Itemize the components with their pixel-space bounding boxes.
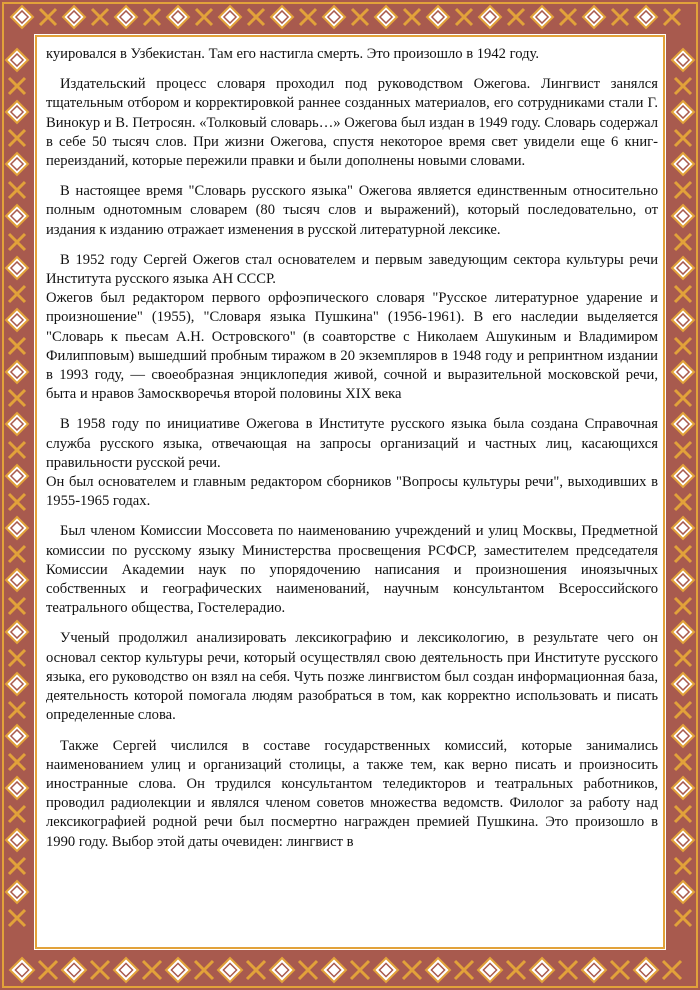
paragraph-lexicography: Ученый продолжил анализировать лексикографию и лексикологию, в результате чего он основал сектор культуры речи, который осуществлял свою деятельность при Институте русского языка, его руководство он взял на себя. Чуть позже лингвистом был создан информационная база, деятельность которой помогала людям разобраться в том, как корректно использовать и писать определенные слова. bbox=[46, 630, 658, 724]
document-text bbox=[46, 45, 658, 945]
paragraph-orthoepic-dictionary: Ожегов был редактором первого орфоэпического словаря "Русское литературное ударение и произношение" (1955), "Словаря языка Пушкина" (1956-1961). В его наследии выделяется "Словарь к пьесам А.Н. Островского" (в соавторстве с Николаем Ашукиным и Владимиром Филипповым) вышедший пробным тиражом в 20 экземпляров в 1948 году и репринтном издании в 1993 году, — своеобразная энциклопедия живой, сочной и выразительной московской речи, быта и нравов Замоскворечья второй половины XIX века bbox=[46, 290, 658, 403]
paragraph-commissions: Был членом Комиссии Моссовета по наименованию учреждений и улиц Москвы, Предметной комиссии по русскому языку Министерства просвещения РСФСР, заместителем председателя Комиссии Академии наук по упорядочению написания и произношения иноязычных собственных и географических наименований, научным консультантом Всероссийского театрального общества, Гостелерадио. bbox=[46, 523, 658, 617]
paragraph-speech-culture: Он был основателем и главным редактором сборников "Вопросы культуры речи", выходивших в 1955-1965 годах. bbox=[46, 474, 658, 510]
paragraph-1952: В 1952 году Сергей Ожегов стал основателем и первым заведующим сектора культуры речи Института русского языка АН СССР. bbox=[46, 251, 658, 288]
paragraph-continuation: куировался в Узбекистан. Там его настигла смерть. Это произошло в 1942 году. bbox=[46, 46, 539, 62]
paragraph-publishing: Издательский процесс словаря проходил под руководством Ожегова. Лингвист занялся тщательным отбором и корректировкой раннее созданных материалов, его сотрудниками стали Г. Винокур и В. Петросян. «Толковый словарь…» Ожегова был издан в 1949 году. Словарь содержал в себе 50 тысяч слов. При жизни Ожегова, спустя некоторое время свет увидели еще 6 книг-переизданий, которые пережили правки и были дополнены новыми словами. bbox=[46, 76, 658, 170]
paragraph-dictionary-today: В настоящее время "Словарь русского языка" Ожегова является единственным относительно полным однотомным словарем (80 тысяч слов и выражений), который последовательно, от издания к изданию отражает изменения в русской литературной лексике. bbox=[46, 183, 658, 238]
paragraph-1958: В 1958 году по инициативе Ожегова в Институте русского языка была создана Справочная служба русского языка, отвечающая на запросы организаций и частных лиц, касающихся правильности русской речи. bbox=[46, 416, 658, 471]
paragraph-state-commissions: Также Сергей числился в составе государственных комиссий, которые занимались наименованием улиц и организаций столицы, а также тем, как верно писать и произносить иностранные слова. Он трудился консультантом теледикторов и театральных работников, проводил радиолекции и являлся членом советов множества ведомств. Филолог за работу над лексикографией родной речи был посмертно награжден премией Пушкина. Это произошло в 1990 году. Выбор этой даты очевиден: лингвист в bbox=[46, 737, 658, 850]
